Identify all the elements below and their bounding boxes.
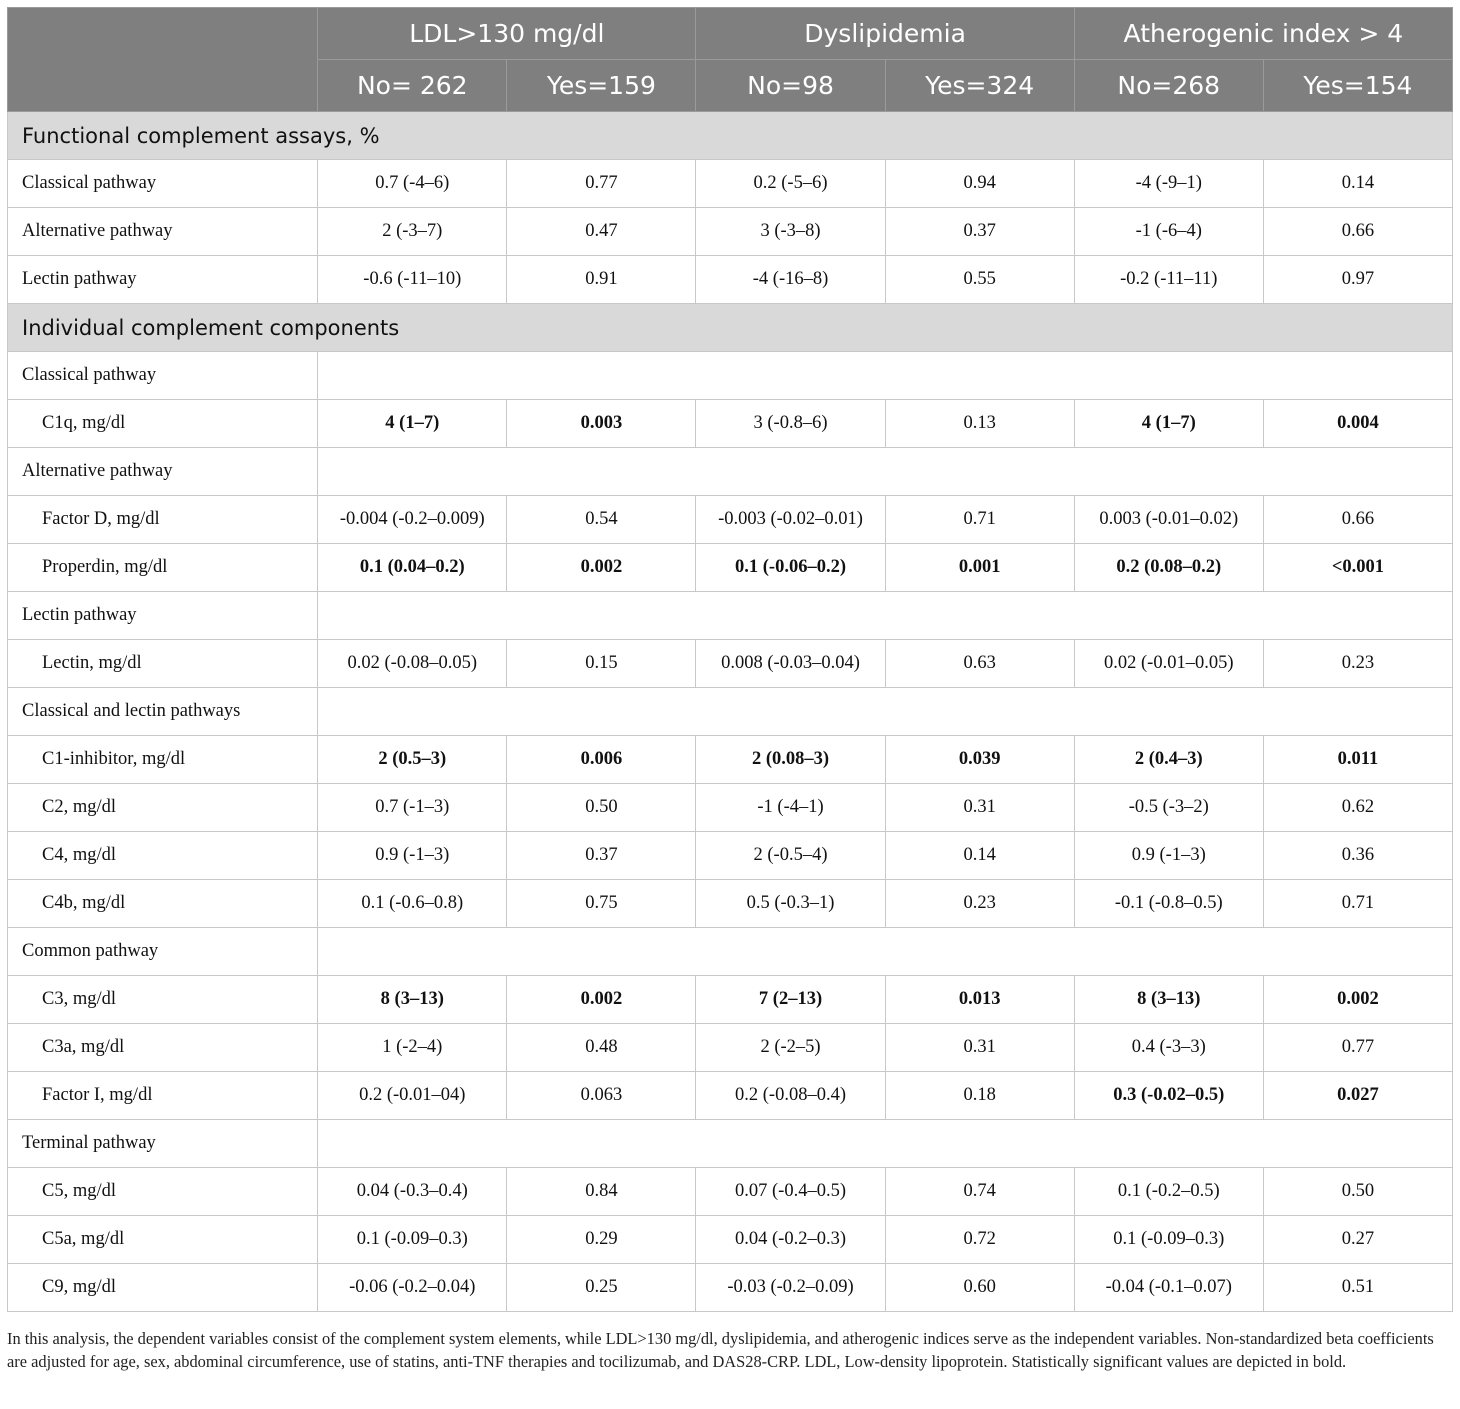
group-label: Common pathway [8, 928, 318, 976]
beta-ci-cell: 0.2 (-0.01–04) [318, 1072, 507, 1120]
table-row [8, 832, 1453, 880]
p-value-cell: 0.50 [1263, 1168, 1452, 1216]
row-label: C3a, mg/dl [8, 1024, 318, 1072]
table-row [8, 1072, 1453, 1120]
group-spacer [318, 928, 1453, 976]
p-value-cell: 0.063 [507, 1072, 696, 1120]
beta-ci-cell: 0.1 (-0.09–0.3) [318, 1216, 507, 1264]
header-group-dyslipidemia: Dyslipidemia [696, 8, 1074, 60]
group-label: Classical pathway [8, 352, 318, 400]
p-value-cell: 0.91 [507, 256, 696, 304]
p-value-cell: 0.23 [885, 880, 1074, 928]
p-value-cell: 0.027 [1263, 1072, 1452, 1120]
row-label: Lectin pathway [8, 256, 318, 304]
row-label: C2, mg/dl [8, 784, 318, 832]
group-spacer [318, 1120, 1453, 1168]
beta-ci-cell: 0.1 (-0.09–0.3) [1074, 1216, 1263, 1264]
group-row [8, 448, 1453, 496]
p-value-cell: 0.77 [507, 160, 696, 208]
beta-ci-cell: 0.04 (-0.3–0.4) [318, 1168, 507, 1216]
section-row [8, 304, 1453, 352]
beta-ci-cell: -0.004 (-0.2–0.009) [318, 496, 507, 544]
p-value-cell: 0.71 [1263, 880, 1452, 928]
p-value-cell: 0.31 [885, 1024, 1074, 1072]
group-row [8, 352, 1453, 400]
p-value-cell: 0.001 [885, 544, 1074, 592]
beta-ci-cell: -4 (-9–1) [1074, 160, 1263, 208]
beta-ci-cell: 0.1 (0.04–0.2) [318, 544, 507, 592]
group-row [8, 928, 1453, 976]
p-value-cell: 0.002 [507, 544, 696, 592]
row-label: C4b, mg/dl [8, 880, 318, 928]
p-value-cell: 0.74 [885, 1168, 1074, 1216]
p-value-cell: 0.77 [1263, 1024, 1452, 1072]
p-value-cell: 0.29 [507, 1216, 696, 1264]
p-value-cell: 0.63 [885, 640, 1074, 688]
p-value-cell: 0.23 [1263, 640, 1452, 688]
p-value-cell: 0.47 [507, 208, 696, 256]
beta-ci-cell: 0.7 (-1–3) [318, 784, 507, 832]
table-row [8, 496, 1453, 544]
beta-ci-cell: 0.7 (-4–6) [318, 160, 507, 208]
section-row [8, 112, 1453, 160]
p-value-cell: 0.37 [885, 208, 1074, 256]
table-row [8, 256, 1453, 304]
beta-ci-cell: 8 (3–13) [1074, 976, 1263, 1024]
section-title: Functional complement assays, % [8, 112, 1453, 160]
table-row [8, 1264, 1453, 1312]
beta-ci-cell: -1 (-4–1) [696, 784, 885, 832]
p-value-cell: 0.94 [885, 160, 1074, 208]
beta-ci-cell: 3 (-0.8–6) [696, 400, 885, 448]
table-header [8, 8, 1453, 112]
row-label: C4, mg/dl [8, 832, 318, 880]
header-group-ldl: LDL>130 mg/dl [318, 8, 696, 60]
beta-ci-cell: 2 (0.5–3) [318, 736, 507, 784]
beta-ci-cell: 0.4 (-3–3) [1074, 1024, 1263, 1072]
row-label: C5, mg/dl [8, 1168, 318, 1216]
beta-ci-cell: 0.1 (-0.2–0.5) [1074, 1168, 1263, 1216]
beta-ci-cell: 4 (1–7) [318, 400, 507, 448]
p-value-cell: 0.60 [885, 1264, 1074, 1312]
beta-ci-cell: -0.04 (-0.1–0.07) [1074, 1264, 1263, 1312]
subheader-dyslipidemia-yes: Yes=324 [885, 60, 1074, 112]
beta-ci-cell: 2 (-0.5–4) [696, 832, 885, 880]
p-value-cell: 0.25 [507, 1264, 696, 1312]
p-value-cell: 0.013 [885, 976, 1074, 1024]
table-row [8, 1024, 1453, 1072]
table-row [8, 880, 1453, 928]
p-value-cell: 0.004 [1263, 400, 1452, 448]
row-label: C9, mg/dl [8, 1264, 318, 1312]
beta-ci-cell: 7 (2–13) [696, 976, 885, 1024]
p-value-cell: 0.66 [1263, 496, 1452, 544]
subheader-atherogenic-yes: Yes=154 [1263, 60, 1452, 112]
beta-ci-cell: 1 (-2–4) [318, 1024, 507, 1072]
table-footnote: In this analysis, the dependent variables consist of the complement system elements, while LDL>130 mg/dl, dyslipidemia, and atherogenic indices serve as the independent variables. Non-standardized beta coefficients are adjusted for age, sex, abdominal circumference, use of statins, anti-TNF therapies and tocilizumab, and DAS28-CRP. LDL, Low-density lipoprotein. Statistically significant values are depicted in bold. [7, 1329, 1434, 1371]
beta-ci-cell: 0.2 (-0.08–0.4) [696, 1072, 885, 1120]
p-value-cell: 0.50 [507, 784, 696, 832]
p-value-cell: 0.31 [885, 784, 1074, 832]
p-value-cell: 0.84 [507, 1168, 696, 1216]
row-label: Classical pathway [8, 160, 318, 208]
group-label: Lectin pathway [8, 592, 318, 640]
p-value-cell: 0.011 [1263, 736, 1452, 784]
table-row [8, 1216, 1453, 1264]
beta-ci-cell: 0.9 (-1–3) [318, 832, 507, 880]
table-row [8, 544, 1453, 592]
subheader-ldl-no: No= 262 [318, 60, 507, 112]
beta-ci-cell: -0.03 (-0.2–0.09) [696, 1264, 885, 1312]
p-value-cell: 0.27 [1263, 1216, 1452, 1264]
section-title: Individual complement components [8, 304, 1453, 352]
beta-ci-cell: 8 (3–13) [318, 976, 507, 1024]
p-value-cell: 0.72 [885, 1216, 1074, 1264]
group-row [8, 688, 1453, 736]
p-value-cell: 0.37 [507, 832, 696, 880]
beta-ci-cell: 4 (1–7) [1074, 400, 1263, 448]
table-row [8, 640, 1453, 688]
beta-ci-cell: -0.5 (-3–2) [1074, 784, 1263, 832]
row-label: Alternative pathway [8, 208, 318, 256]
row-label: C5a, mg/dl [8, 1216, 318, 1264]
beta-ci-cell: -0.6 (-11–10) [318, 256, 507, 304]
beta-ci-cell: 0.1 (-0.06–0.2) [696, 544, 885, 592]
p-value-cell: 0.13 [885, 400, 1074, 448]
table-row [8, 784, 1453, 832]
row-label: Factor I, mg/dl [8, 1072, 318, 1120]
table-row [8, 736, 1453, 784]
beta-ci-cell: 0.04 (-0.2–0.3) [696, 1216, 885, 1264]
beta-ci-cell: 0.2 (0.08–0.2) [1074, 544, 1263, 592]
group-label: Alternative pathway [8, 448, 318, 496]
header-corner [8, 8, 318, 112]
p-value-cell: 0.14 [1263, 160, 1452, 208]
p-value-cell: 0.039 [885, 736, 1074, 784]
p-value-cell: 0.36 [1263, 832, 1452, 880]
p-value-cell: 0.51 [1263, 1264, 1452, 1312]
p-value-cell: 0.18 [885, 1072, 1074, 1120]
group-row [8, 592, 1453, 640]
group-label: Terminal pathway [8, 1120, 318, 1168]
p-value-cell: 0.006 [507, 736, 696, 784]
row-label: Properdin, mg/dl [8, 544, 318, 592]
beta-ci-cell: -0.2 (-11–11) [1074, 256, 1263, 304]
subheader-dyslipidemia-no: No=98 [696, 60, 885, 112]
row-label: Lectin, mg/dl [8, 640, 318, 688]
table-body [8, 112, 1453, 1312]
row-label: C1-inhibitor, mg/dl [8, 736, 318, 784]
p-value-cell: 0.54 [507, 496, 696, 544]
p-value-cell: 0.97 [1263, 256, 1452, 304]
beta-ci-cell: 0.02 (-0.08–0.05) [318, 640, 507, 688]
beta-ci-cell: -0.06 (-0.2–0.04) [318, 1264, 507, 1312]
subheader-atherogenic-no: No=268 [1074, 60, 1263, 112]
beta-ci-cell: 0.008 (-0.03–0.04) [696, 640, 885, 688]
table-row [8, 400, 1453, 448]
table-row [8, 160, 1453, 208]
beta-ci-cell: 0.07 (-0.4–0.5) [696, 1168, 885, 1216]
row-label: Factor D, mg/dl [8, 496, 318, 544]
p-value-cell: 0.002 [507, 976, 696, 1024]
p-value-cell: <0.001 [1263, 544, 1452, 592]
p-value-cell: 0.48 [507, 1024, 696, 1072]
beta-ci-cell: -0.1 (-0.8–0.5) [1074, 880, 1263, 928]
beta-ci-cell: 2 (0.4–3) [1074, 736, 1263, 784]
beta-ci-cell: 3 (-3–8) [696, 208, 885, 256]
group-row [8, 1120, 1453, 1168]
p-value-cell: 0.66 [1263, 208, 1452, 256]
header-group-atherogenic-index: Atherogenic index > 4 [1074, 8, 1452, 60]
beta-ci-cell: 0.003 (-0.01–0.02) [1074, 496, 1263, 544]
row-label: C1q, mg/dl [8, 400, 318, 448]
p-value-cell: 0.15 [507, 640, 696, 688]
beta-ci-cell: 0.3 (-0.02–0.5) [1074, 1072, 1263, 1120]
beta-ci-cell: 0.9 (-1–3) [1074, 832, 1263, 880]
table-row [8, 1168, 1453, 1216]
beta-ci-cell: -0.003 (-0.02–0.01) [696, 496, 885, 544]
beta-ci-cell: -4 (-16–8) [696, 256, 885, 304]
p-value-cell: 0.75 [507, 880, 696, 928]
beta-ci-cell: 0.5 (-0.3–1) [696, 880, 885, 928]
p-value-cell: 0.14 [885, 832, 1074, 880]
p-value-cell: 0.002 [1263, 976, 1452, 1024]
group-spacer [318, 352, 1453, 400]
p-value-cell: 0.71 [885, 496, 1074, 544]
beta-ci-cell: 0.1 (-0.6–0.8) [318, 880, 507, 928]
group-spacer [318, 448, 1453, 496]
beta-ci-cell: 0.2 (-5–6) [696, 160, 885, 208]
beta-ci-cell: 2 (-3–7) [318, 208, 507, 256]
table-row [8, 208, 1453, 256]
results-table [7, 7, 1453, 1312]
table-row [8, 976, 1453, 1024]
group-label: Classical and lectin pathways [8, 688, 318, 736]
group-spacer [318, 688, 1453, 736]
beta-ci-cell: 2 (0.08–3) [696, 736, 885, 784]
beta-ci-cell: -1 (-6–4) [1074, 208, 1263, 256]
beta-ci-cell: 0.02 (-0.01–0.05) [1074, 640, 1263, 688]
row-label: C3, mg/dl [8, 976, 318, 1024]
beta-ci-cell: 2 (-2–5) [696, 1024, 885, 1072]
p-value-cell: 0.003 [507, 400, 696, 448]
group-spacer [318, 592, 1453, 640]
p-value-cell: 0.62 [1263, 784, 1452, 832]
subheader-ldl-yes: Yes=159 [507, 60, 696, 112]
p-value-cell: 0.55 [885, 256, 1074, 304]
